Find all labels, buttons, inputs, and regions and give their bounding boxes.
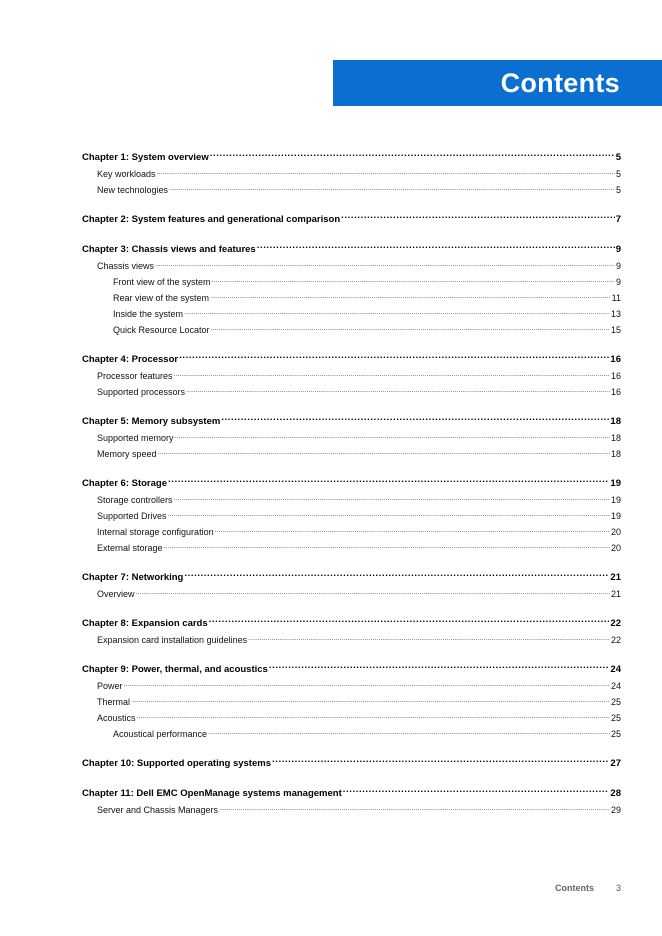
toc-entry-page: 25 [610,713,621,723]
toc-chapter-group [82,352,621,400]
toc-entry-page: 16 [610,354,621,365]
toc-entry-page: 19 [610,478,621,489]
toc-entry-title: Chapter 4: Processor [82,354,179,365]
toc-entry-title: Chapter 11: Dell EMC OpenManage systems management [82,788,342,799]
toc-entry-title: Storage controllers [97,495,173,505]
dot-leader [168,509,610,519]
toc-section-entry[interactable] [82,306,621,322]
toc-section-entry[interactable] [82,430,621,446]
toc-section-entry[interactable] [82,492,621,508]
dot-leader [174,369,610,379]
toc-section-entry[interactable] [82,322,621,338]
toc-entry-title: Chapter 9: Power, thermal, and acoustics [82,664,268,675]
page-title: Contents [500,68,620,98]
toc-entry-title: Thermal [97,697,131,707]
toc-entry-page: 22 [610,635,621,645]
toc-entry-title: Chapter 6: Storage [82,478,167,489]
toc-entry-title: Overview [97,589,135,599]
toc-entry-page: 28 [610,788,621,799]
dot-leader [131,695,610,705]
toc-chapter-entry[interactable] [82,570,621,586]
toc-entry-page: 24 [610,681,621,691]
dot-leader [184,307,610,317]
dot-leader [272,756,609,766]
dot-leader [210,291,611,301]
toc-section-entry[interactable] [82,678,621,694]
dot-leader [168,476,609,486]
toc-chapter-group [82,786,621,818]
toc-entry-title: Supported memory [97,433,174,443]
toc-section-entry[interactable] [82,726,621,742]
toc-chapter-entry[interactable] [82,616,621,632]
dot-leader [257,242,615,252]
dot-leader [219,803,610,813]
toc-entry-page: 20 [610,543,621,553]
toc-entry-title: Chapter 10: Supported operating systems [82,758,271,769]
toc-entry-page: 7 [615,214,621,225]
dot-leader [215,525,610,535]
toc-entry-page: 5 [615,152,621,163]
toc-entry-title: Acoustics [97,713,136,723]
dot-leader [164,541,610,551]
toc-chapter-entry[interactable] [82,414,621,430]
toc-entry-page: 18 [610,416,621,427]
toc-chapter-group [82,662,621,742]
toc-entry-title: Internal storage configuration [97,527,214,537]
toc-chapter-entry[interactable] [82,662,621,678]
dot-leader [157,167,615,177]
toc-section-entry[interactable] [82,632,621,648]
toc-chapter-group [82,242,621,338]
toc-entry-title: Supported Drives [97,511,167,521]
toc-entry-page: 13 [610,309,621,319]
dot-leader [343,786,610,796]
toc-chapter-entry[interactable] [82,786,621,802]
toc-entry-page: 15 [610,325,621,335]
footer-label: Contents [554,883,594,893]
toc-entry-title: Chapter 7: Networking [82,572,184,583]
toc-chapter-entry[interactable] [82,212,621,228]
footer-page-number: 3 [615,883,621,893]
toc-chapter-group [82,756,621,772]
dot-leader [209,616,610,626]
dot-leader [137,711,610,721]
toc-entry-title: Quick Resource Locator [113,325,210,335]
dot-leader [136,587,610,597]
toc-chapter-group [82,212,621,228]
dot-leader [212,275,615,285]
toc-entry-page: 18 [610,449,621,459]
toc-entry-title: Power [97,681,123,691]
dot-leader [124,679,610,689]
dot-leader [210,150,615,160]
toc-entry-page: 27 [610,758,621,769]
toc-entry-page: 9 [615,261,621,271]
toc-entry-page: 9 [615,244,621,255]
toc-entry-title: Chapter 8: Expansion cards [82,618,208,629]
toc-entry-page: 18 [610,433,621,443]
toc-chapter-entry[interactable] [82,756,621,772]
toc-section-entry[interactable] [82,368,621,384]
toc-entry-page: 20 [610,527,621,537]
page-footer [555,883,621,893]
toc-section-entry[interactable] [82,540,621,556]
toc-entry-title: New technologies [97,185,169,195]
toc-chapter-entry[interactable] [82,352,621,368]
toc-entry-page: 21 [610,589,621,599]
toc-section-entry[interactable] [82,586,621,602]
dot-leader [175,431,610,441]
toc-entry-page: 19 [610,511,621,521]
toc-chapter-group [82,476,621,556]
table-of-contents [82,150,621,832]
toc-chapter-entry[interactable] [82,242,621,258]
toc-section-entry[interactable] [82,802,621,818]
toc-entry-page: 25 [610,729,621,739]
toc-section-entry[interactable] [82,258,621,274]
toc-entry-page: 5 [615,169,621,179]
toc-section-entry[interactable] [82,694,621,710]
toc-entry-title: Expansion card installation guidelines [97,635,248,645]
toc-entry-page: 16 [610,387,621,397]
toc-section-entry[interactable] [82,182,621,198]
toc-entry-page: 21 [610,572,621,583]
dot-leader [174,493,610,503]
toc-section-entry[interactable] [82,710,621,726]
toc-entry-page: 9 [615,277,621,287]
dot-leader [158,447,610,457]
toc-chapter-group [82,414,621,462]
toc-entry-title: Memory speed [97,449,157,459]
toc-entry-page: 29 [610,805,621,815]
toc-entry-title: Chapter 3: Chassis views and features [82,244,256,255]
dot-leader [186,385,610,395]
toc-entry-page: 24 [610,664,621,675]
toc-entry-title: Inside the system [113,309,184,319]
toc-section-entry[interactable] [82,274,621,290]
dot-leader [248,633,610,643]
toc-entry-title: Chassis views [97,261,155,271]
dot-leader [269,662,610,672]
toc-entry-title: Front view of the system [113,277,211,287]
toc-chapter-entry[interactable] [82,476,621,492]
toc-entry-page: 22 [610,618,621,629]
toc-entry-title: Server and Chassis Managers [97,805,219,815]
toc-chapter-entry[interactable] [82,150,621,166]
toc-section-entry[interactable] [82,446,621,462]
toc-entry-title: Supported processors [97,387,186,397]
dot-leader [211,323,610,333]
toc-entry-page: 16 [610,371,621,381]
toc-section-entry[interactable] [82,508,621,524]
toc-entry-title: Processor features [97,371,173,381]
toc-entry-page: 19 [610,495,621,505]
dot-leader [208,727,610,737]
toc-entry-title: Chapter 1: System overview [82,152,209,163]
toc-entry-title: Key workloads [97,169,156,179]
toc-entry-page: 25 [610,697,621,707]
toc-section-entry[interactable] [82,166,621,182]
dot-leader [155,259,615,269]
toc-section-entry[interactable] [82,524,621,540]
dot-leader [179,352,609,362]
toc-entry-title: Chapter 2: System features and generational comparison [82,214,341,225]
toc-chapter-group [82,570,621,602]
toc-chapter-group [82,150,621,198]
dot-leader [169,183,615,193]
toc-entry-title: External storage [97,543,163,553]
dot-leader [341,212,615,222]
contents-banner [333,60,662,106]
dot-leader [221,414,609,424]
toc-entry-page: 11 [611,293,621,303]
toc-entry-title: Rear view of the system [113,293,210,303]
toc-chapter-group [82,616,621,648]
toc-entry-title: Acoustical performance [113,729,208,739]
toc-entry-title: Chapter 5: Memory subsystem [82,416,221,427]
dot-leader [184,570,609,580]
toc-section-entry[interactable] [82,384,621,400]
toc-section-entry[interactable] [82,290,621,306]
toc-entry-page: 5 [615,185,621,195]
